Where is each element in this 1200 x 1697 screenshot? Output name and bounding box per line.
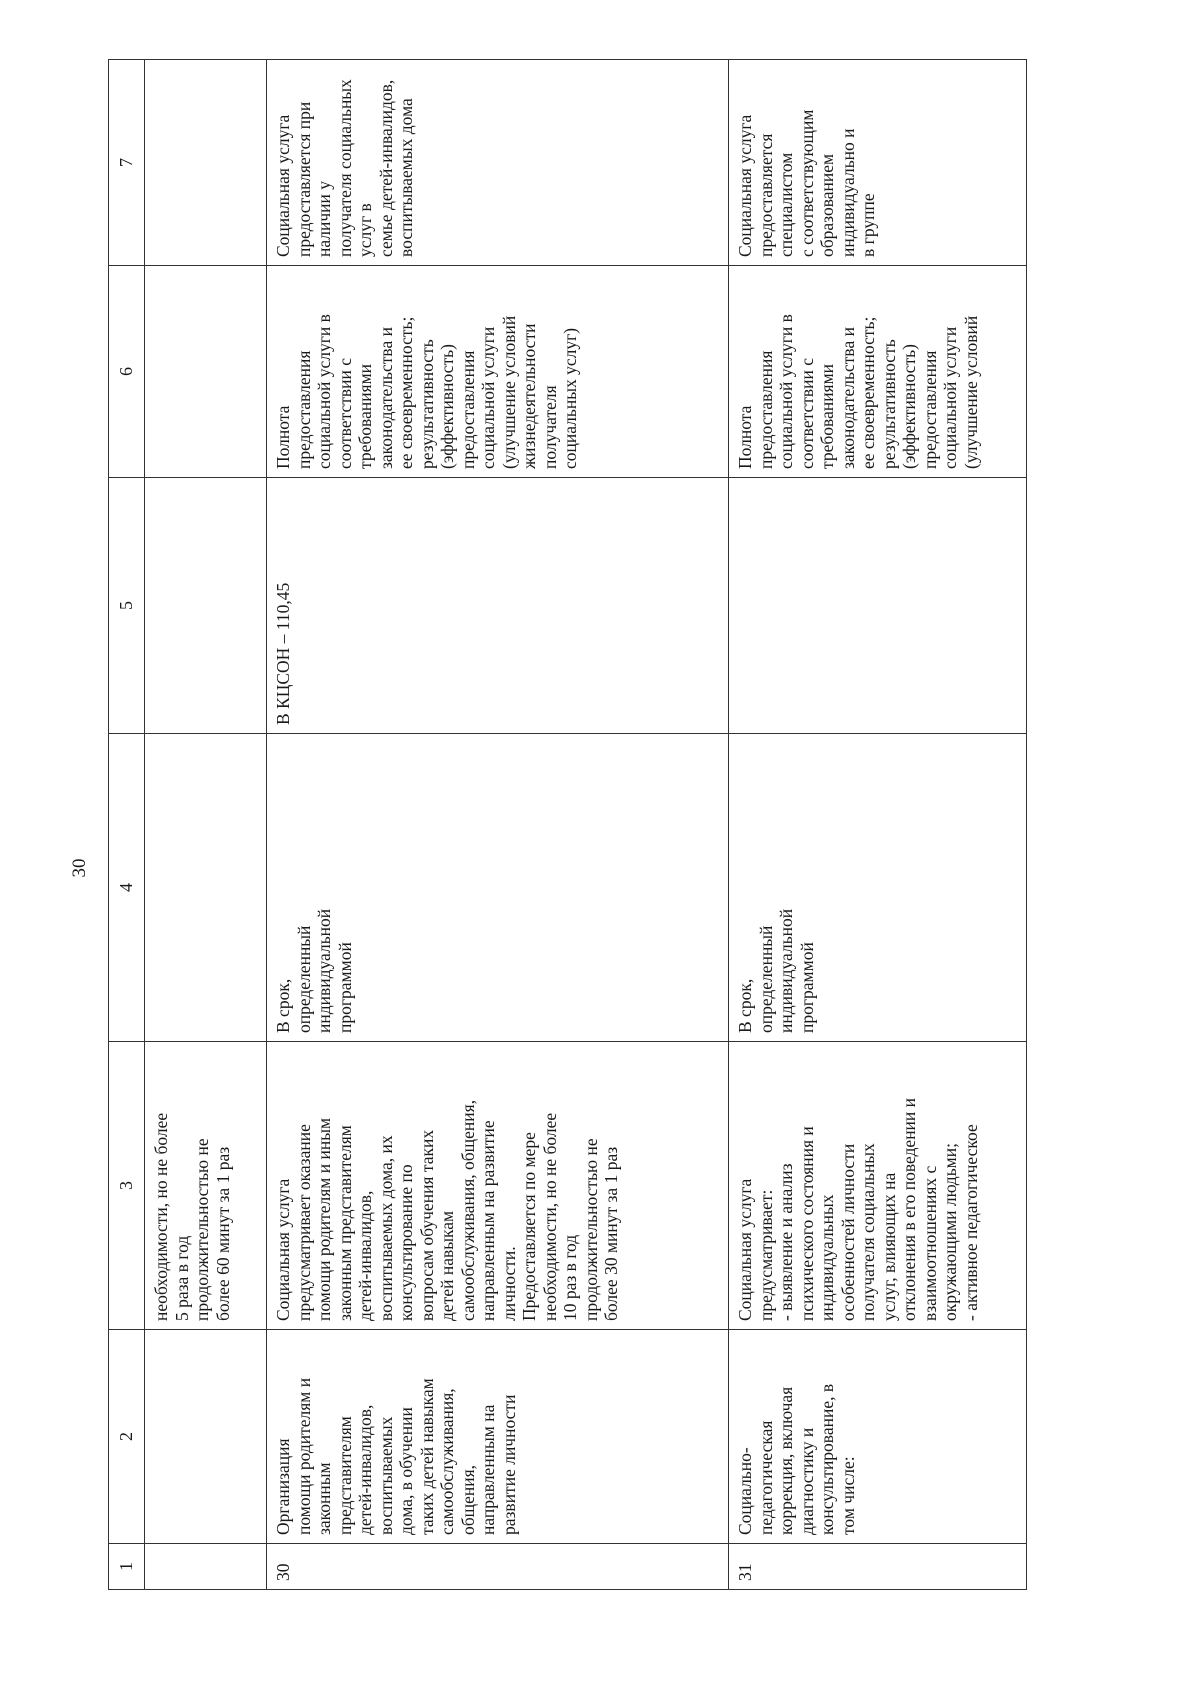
service-tariff: В КЦСОН – 110,45 xyxy=(267,478,729,734)
service-tariff xyxy=(729,478,1027,734)
row-number xyxy=(145,1544,267,1590)
service-description: Социальная услуга предусматривает оказание помощи родителям и иным законным представителям детей-инвалидов, воспитываемых дома, их консультирование по вопросам обучения таких детей навыкам самообслуживания, общения, направленным на развитие личности. Предоставляется по мере необходимости, но не более 10 раз в год продолжительностью не более 30 минут за 1 раз xyxy=(267,1042,729,1330)
header-row xyxy=(109,60,145,1590)
table-row xyxy=(267,60,729,1590)
service-conditions: Социальная услуга предоставляется специалистом с соответствующим образованием индивидуально и в группе xyxy=(729,60,1027,266)
service-name: Организация помощи родителям и законным представителям детей-инвалидов, воспитываемых дома, в обучении таких детей навыкам самообслуживания, общения, направленным на развитие личности xyxy=(267,1330,729,1544)
row-number: 30 xyxy=(267,1544,729,1590)
service-quality-criteria: Полнота предоставления социальной услуги в соответствии с требованиями законодательства и ее своевременность; результативность (эффективность) предоставления социальной услуги (улучшение условий жизнедеятельности получателя социальных услуг) xyxy=(267,266,729,478)
service-quality-criteria xyxy=(145,266,267,478)
header-col-1: 1 xyxy=(109,1544,145,1590)
rotated-table-container xyxy=(108,60,1028,1590)
header-col-3: 3 xyxy=(109,1042,145,1330)
service-conditions xyxy=(145,60,267,266)
service-name xyxy=(145,1330,267,1544)
table-row xyxy=(729,60,1027,1590)
service-term: В срок, определенный индивидуальной программой xyxy=(729,734,1027,1042)
service-quality-criteria: Полнота предоставления социальной услуги в соответствии с требованиями законодательства и ее своевременность; результативность (эффективность) предоставления социальной услуги (улучшение условий xyxy=(729,266,1027,478)
header-col-2: 2 xyxy=(109,1330,145,1544)
service-tariff xyxy=(145,478,267,734)
service-conditions: Социальная услуга предоставляется при наличии у получателя социальных услуг в семье детей-инвалидов, воспитываемых дома xyxy=(267,60,729,266)
service-term: В срок, определенный индивидуальной программой xyxy=(267,734,729,1042)
services-table xyxy=(108,59,1027,1590)
header-col-7: 7 xyxy=(109,60,145,266)
header-col-5: 5 xyxy=(109,478,145,734)
row-number: 31 xyxy=(729,1544,1027,1590)
service-description: Социальная услуга предусматривает: - выявление и анализ психического состояния и индивидуальных особенностей личности получателя социальных услуг, влияющих на отклонения в его поведении и взаимоотношениях с окружающими людьми; - активное педагогическое xyxy=(729,1042,1027,1330)
header-col-6: 6 xyxy=(109,266,145,478)
service-term xyxy=(145,734,267,1042)
service-description: необходимости, но не более 5 раза в год продолжительностью не более 60 минут за 1 раз xyxy=(145,1042,267,1330)
service-name: Социально- педагогическая коррекция, включая диагностику и консультирование, в том числе: xyxy=(729,1330,1027,1544)
table-row xyxy=(145,60,267,1590)
header-col-4: 4 xyxy=(109,734,145,1042)
page-number: 30 xyxy=(69,858,90,878)
